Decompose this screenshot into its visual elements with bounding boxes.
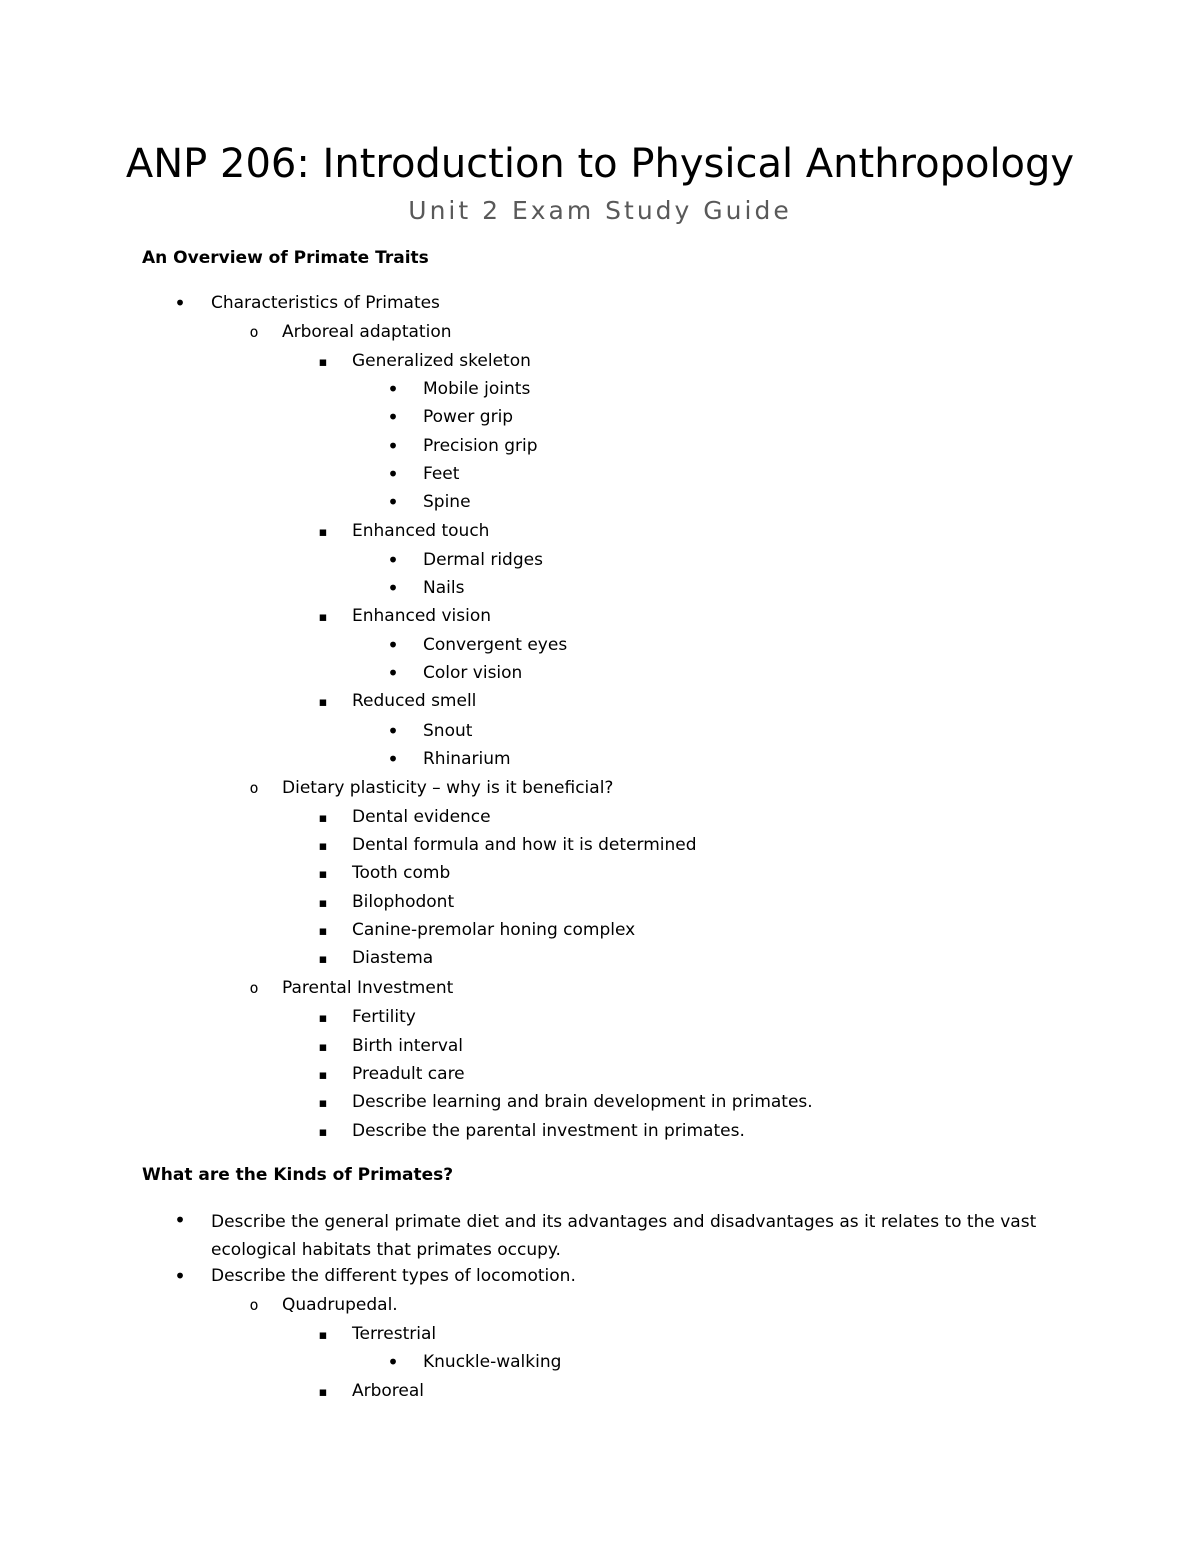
bullet-disc-icon [383, 633, 403, 659]
list-item: Knuckle-walking [423, 1352, 562, 1372]
bullet-square-icon [313, 689, 333, 715]
bullet-circle-icon [244, 320, 264, 344]
bullet-circle-icon [244, 1293, 264, 1317]
section-heading: What are the Kinds of Primates? [142, 1165, 454, 1185]
list-item: Color vision [423, 663, 523, 683]
bullet-square-icon [313, 1322, 333, 1348]
list-item: Generalized skeleton [352, 351, 531, 371]
bullet-disc-icon [383, 490, 403, 516]
list-item: Dental formula and how it is determined [352, 835, 697, 855]
list-item: Arboreal [352, 1381, 425, 1401]
list-item: Canine-premolar honing complex [352, 920, 636, 940]
bullet-disc-icon [383, 576, 403, 602]
bullet-disc-icon [383, 377, 403, 403]
bullet-square-icon [313, 1062, 333, 1088]
list-item: Fertility [352, 1007, 416, 1027]
bullet-square-icon [313, 805, 333, 831]
bullet-circle-icon [244, 776, 264, 800]
list-item: Spine [423, 492, 471, 512]
list-item: Convergent eyes [423, 635, 568, 655]
bullet-disc-icon [170, 1264, 190, 1290]
list-item: Enhanced vision [352, 606, 492, 626]
bullet-square-icon [313, 861, 333, 887]
bullet-square-icon [313, 833, 333, 859]
bullet-circle-icon [244, 976, 264, 1000]
list-item: Preadult care [352, 1064, 465, 1084]
list-item: Birth interval [352, 1036, 464, 1056]
bullet-disc-icon [383, 1350, 403, 1376]
bullet-disc-icon [383, 661, 403, 687]
bullet-disc-icon [170, 1208, 190, 1234]
list-item: Bilophodont [352, 892, 455, 912]
list-item: Describe learning and brain development in primates. [352, 1092, 813, 1112]
bullet-square-icon [313, 604, 333, 630]
bullet-disc-icon [383, 405, 403, 431]
bullet-disc-icon [383, 434, 403, 460]
list-item: Characteristics of Primates [211, 293, 440, 313]
list-item: Precision grip [423, 436, 538, 456]
list-item: Arboreal adaptation [282, 322, 452, 342]
list-item: Terrestrial [352, 1324, 437, 1344]
bullet-square-icon [313, 1034, 333, 1060]
list-item: Tooth comb [352, 863, 451, 883]
bullet-square-icon [313, 349, 333, 375]
list-item: Nails [423, 578, 465, 598]
bullet-square-icon [313, 1379, 333, 1405]
bullet-square-icon [313, 890, 333, 916]
list-item: Rhinarium [423, 749, 511, 769]
bullet-disc-icon [383, 747, 403, 773]
list-item: Dental evidence [352, 807, 491, 827]
list-item: Describe the general primate diet and its advantages and disadvantages as it relates to the vast ecological habitats that primates occupy. [211, 1212, 1037, 1260]
bullet-disc-icon [383, 719, 403, 745]
bullet-square-icon [313, 519, 333, 545]
list-item: Enhanced touch [352, 521, 490, 541]
bullet-square-icon [313, 1090, 333, 1116]
list-item: Mobile joints [423, 379, 531, 399]
list-item: Describe the parental investment in primates. [352, 1121, 745, 1141]
list-item: Parental Investment [282, 978, 454, 998]
bullet-disc-icon [383, 462, 403, 488]
list-item: Reduced smell [352, 691, 477, 711]
list-item: Diastema [352, 948, 434, 968]
bullet-square-icon [313, 1119, 333, 1145]
document-subtitle: Unit 2 Exam Study Guide [408, 196, 792, 225]
list-item: Feet [423, 464, 460, 484]
document-title: ANP 206: Introduction to Physical Anthropology [125, 141, 1075, 187]
list-item: Dermal ridges [423, 550, 543, 570]
bullet-disc-icon [383, 548, 403, 574]
bullet-square-icon [313, 1005, 333, 1031]
list-item: Quadrupedal. [282, 1295, 398, 1315]
bullet-square-icon [313, 946, 333, 972]
bullet-square-icon [313, 918, 333, 944]
list-item: Power grip [423, 407, 514, 427]
section-heading: An Overview of Primate Traits [142, 248, 429, 268]
list-item: Describe the different types of locomotion. [211, 1266, 576, 1286]
list-item: Snout [423, 721, 473, 741]
bullet-disc-icon [170, 291, 190, 317]
list-item: Dietary plasticity – why is it beneficial? [282, 778, 614, 798]
